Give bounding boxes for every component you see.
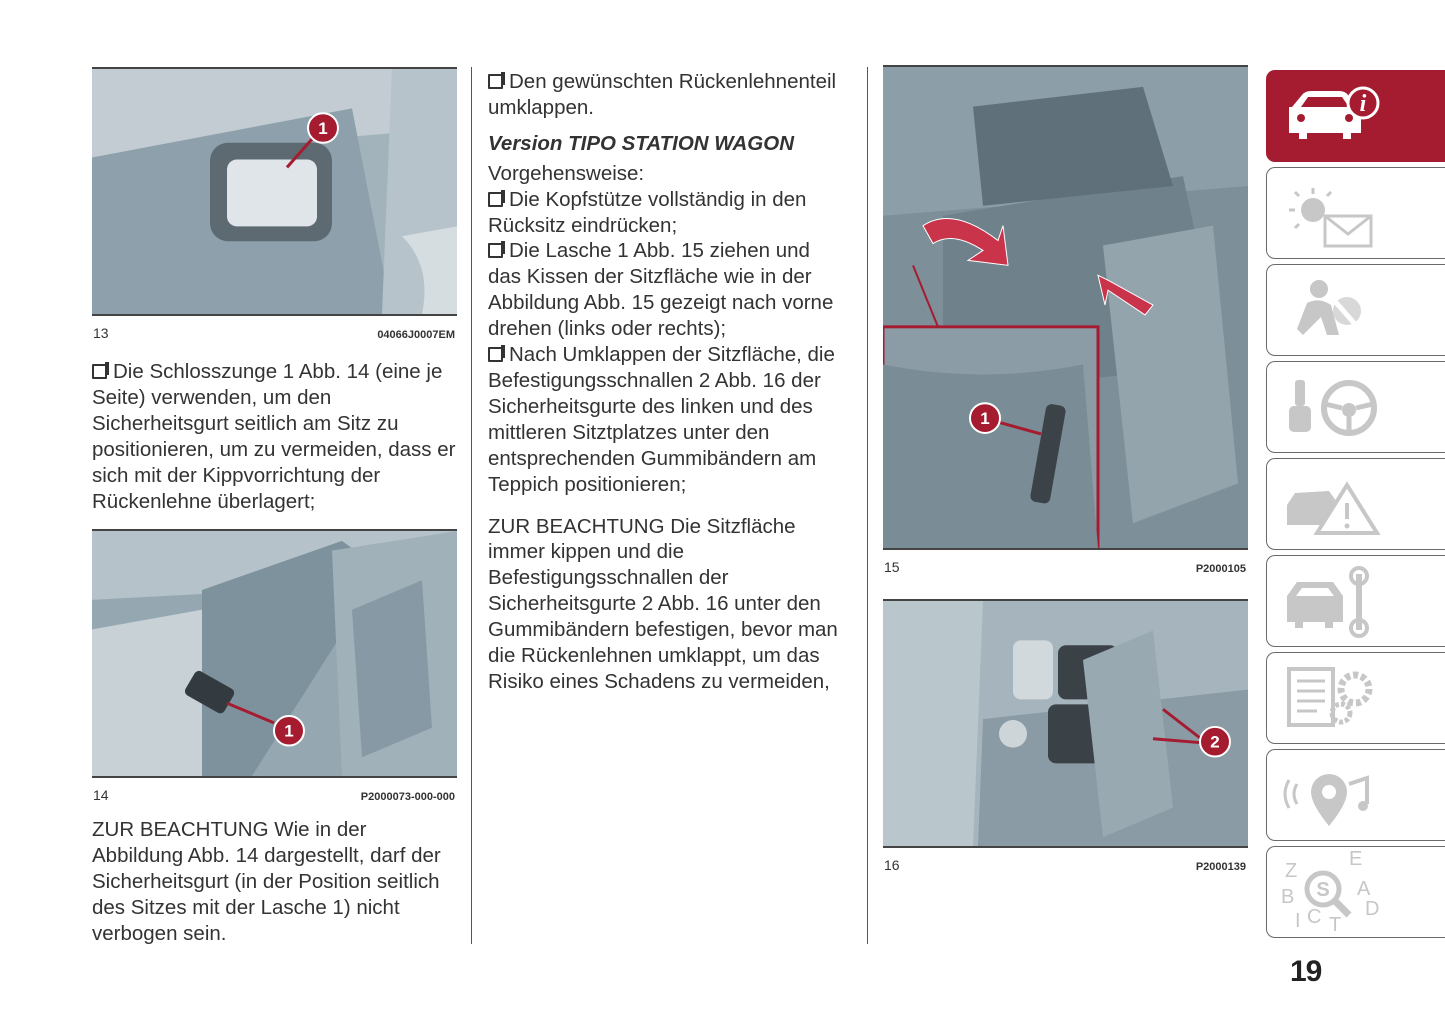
figure-16-caption — [884, 857, 1246, 873]
multimedia-icon — [1277, 754, 1387, 834]
tab-technical-data[interactable] — [1266, 652, 1445, 744]
tab-maintenance[interactable] — [1266, 555, 1445, 647]
figure-15-code: P2000105 — [1195, 563, 1246, 575]
tab-multimedia[interactable] — [1266, 749, 1445, 841]
svg-text:C: C — [1307, 906, 1322, 928]
procedure-step-3: Nach Umklappen der Sitzfläche, die Befestigungsschnallen 2 Abb. 16 der Sicherheitsgurte des linken und des mittleren Sitztplatzes unter den entsprechenden Gummibändern am Teppich positionieren; — [488, 343, 835, 496]
column2-bullet-top: Den gewünschten Rückenlehnenteil umklappen. — [488, 70, 837, 119]
figure-15-image — [883, 65, 1248, 550]
svg-text:D: D — [1365, 898, 1380, 920]
column2-note: ZUR BEACHTUNG Die Sitzfläche immer kippen und die Befestigungsschnallen der Sicherheitsgurte 2 Abb. 16 unter den Gummibändern befestigen, bevor man die Rückenlehnen umklappt, um das Risiko eines Schadens zu vermeiden, — [488, 514, 838, 693]
figure-14-image — [92, 529, 457, 778]
safety-airbag-icon — [1277, 269, 1387, 349]
procedure-intro: Vorgehensweise: — [488, 161, 645, 185]
figure-16-code: P2000139 — [1195, 861, 1246, 873]
figure-16-image — [883, 599, 1248, 848]
figure-16-callout: 2 — [1210, 732, 1220, 752]
figure-15-caption — [884, 559, 1246, 575]
car-emergency-icon — [1277, 463, 1387, 543]
column1-bullet — [92, 359, 462, 514]
svg-text:Z: Z — [1285, 860, 1298, 882]
tab-warning-lights[interactable] — [1266, 167, 1445, 259]
column2-text — [488, 69, 848, 695]
checkbox-bullet-icon — [488, 74, 503, 89]
checkbox-bullet-icon — [488, 192, 503, 207]
tab-alphabetical-index[interactable] — [1266, 846, 1445, 938]
tab-emergency[interactable] — [1266, 458, 1445, 550]
figure-13-callout: 1 — [318, 119, 328, 138]
figure-13-code: 04066J0007EM — [377, 329, 455, 341]
car-maintenance-icon — [1277, 560, 1387, 640]
figure-15-number: 15 — [884, 559, 900, 575]
figure-14-code: P2000073-000-000 — [360, 791, 455, 803]
svg-text:E: E — [1349, 851, 1363, 870]
key-steering-wheel-icon — [1277, 366, 1387, 446]
svg-text:i: i — [1359, 91, 1367, 117]
figure-13-number: 13 — [93, 325, 109, 341]
svg-text:S: S — [1316, 879, 1330, 901]
warning-lights-message-icon — [1277, 172, 1387, 252]
checkbox-bullet-icon — [92, 364, 107, 379]
svg-text:B: B — [1281, 886, 1295, 908]
procedure-step-1: Die Kopfstütze vollständig in den Rücksitz eindrücken; — [488, 187, 807, 237]
column1-note-text: ZUR BEACHTUNG Wie in der Abbildung Abb. 14 dargestellt, darf der Sicherheitsgurt (in der Position seitlich des Sitzes mit der Lasche 1) nicht verbogen sein. — [92, 818, 441, 945]
checkbox-bullet-icon — [488, 347, 503, 362]
figure-14-number: 14 — [93, 787, 109, 803]
alphabetical-index-icon — [1277, 851, 1387, 931]
section-heading: Version TIPO STATION WAGON — [488, 131, 794, 155]
column1-bullet-text: Die Schlosszunge 1 Abb. 14 (eine je Seite) verwenden, um den Sicherheitsgurt seitlich am Sitz zu positionieren, um zu vermeiden, dass er sich mit der Kippvorrichtung der Rückenlehne überlagert; — [92, 360, 456, 513]
figure-16-number: 16 — [884, 857, 900, 873]
svg-text:T: T — [1329, 914, 1342, 931]
svg-text:A: A — [1357, 878, 1371, 900]
page-number: 19 — [1290, 955, 1322, 988]
svg-text:I: I — [1295, 910, 1301, 931]
figure-15-callout: 1 — [980, 409, 990, 429]
technical-data-icon — [1277, 657, 1387, 737]
column-divider-2 — [867, 67, 868, 944]
figure-13-image — [92, 67, 457, 316]
procedure-step-2: Die Lasche 1 Abb. 15 ziehen und das Kissen der Sitzfläche wie in der Abbildung Abb. 15 gezeigt nach vorne drehen (links oder rechts); — [488, 239, 834, 341]
tab-safety[interactable] — [1266, 264, 1445, 356]
tab-vehicle-overview[interactable] — [1266, 70, 1445, 162]
figure-13-caption — [93, 325, 455, 341]
checkbox-bullet-icon — [488, 243, 503, 258]
figure-14-callout: 1 — [284, 721, 294, 741]
column-divider-1 — [471, 67, 472, 944]
tab-starting-driving[interactable] — [1266, 361, 1445, 453]
car-info-icon — [1277, 75, 1387, 155]
column1-note — [92, 817, 462, 947]
figure-14-caption — [93, 787, 455, 803]
